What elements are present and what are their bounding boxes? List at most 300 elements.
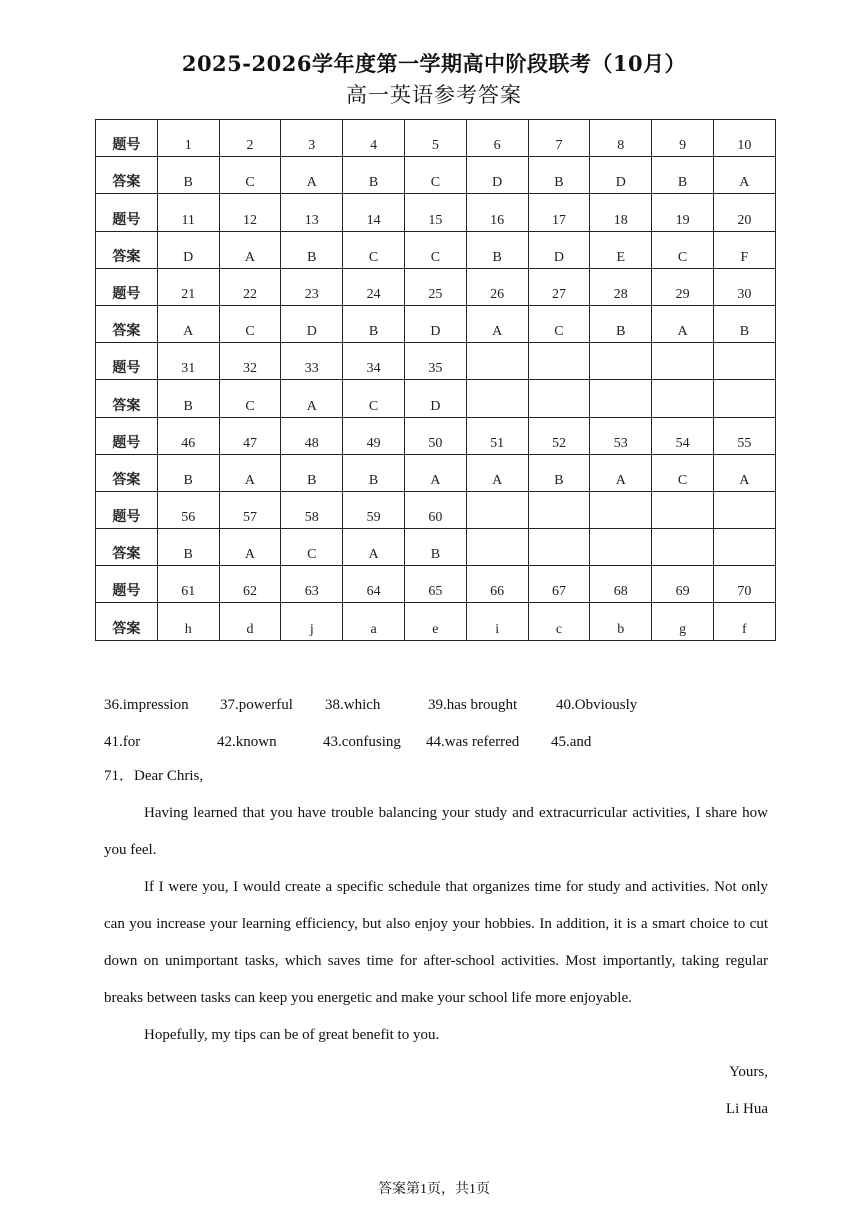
- question-number-row: [96, 194, 776, 231]
- question-number-cell: [343, 491, 405, 528]
- page-footer: 答案第1页，共1页: [378, 1182, 490, 1197]
- page-title: 2025-2026学年度第一学期高中阶段联考（10月）: [181, 51, 687, 76]
- answer-row: [96, 529, 776, 566]
- answer-cell: [281, 157, 343, 194]
- fill-blank-answer: 42.known: [217, 734, 277, 750]
- cell-text: A: [244, 547, 256, 563]
- answer-cell: [404, 157, 466, 194]
- fill-blank-answer: 45.and: [551, 734, 592, 750]
- cell-text: g: [679, 621, 687, 637]
- row-header-cell: [96, 231, 158, 268]
- question-number-cell: [404, 566, 466, 603]
- cell-text: C: [677, 249, 688, 265]
- question-number-cell: [713, 491, 775, 528]
- row-header-cell: [96, 194, 158, 231]
- answer-cell: [157, 454, 219, 491]
- question-number-cell: [652, 343, 714, 380]
- question-number-row: [96, 343, 776, 380]
- cell-text: 29: [675, 286, 690, 302]
- cell-text: 4: [370, 138, 378, 154]
- cell-text: c: [555, 621, 563, 637]
- question-number-cell: [590, 343, 652, 380]
- question-number-cell: [466, 343, 528, 380]
- cell-text: A: [430, 472, 441, 488]
- question-number-cell: [404, 268, 466, 305]
- question-number-cell: [157, 194, 219, 231]
- answer-row: [96, 231, 776, 268]
- cell-text: B: [616, 324, 626, 340]
- cell-text: A: [368, 547, 379, 563]
- cell-text: B: [739, 324, 750, 340]
- cell-text: 51: [490, 435, 505, 451]
- cell-text: 47: [242, 435, 257, 451]
- cell-text: 61: [181, 584, 196, 600]
- question-number-cell: [157, 417, 219, 454]
- question-number-cell: [281, 343, 343, 380]
- cell-text: C: [677, 472, 688, 488]
- cell-text: a: [370, 621, 377, 637]
- cell-text: A: [244, 249, 256, 265]
- cell-text: 50: [428, 435, 443, 451]
- cell-text: 答案: [112, 471, 141, 488]
- answer-cell: [528, 157, 590, 194]
- cell-text: A: [739, 472, 750, 488]
- cell-text: C: [245, 175, 255, 191]
- answer-cell: [157, 305, 219, 342]
- cell-text: 1: [184, 138, 192, 154]
- cell-text: 21: [181, 286, 196, 302]
- cell-text: b: [617, 621, 625, 637]
- cell-text: 46: [181, 435, 196, 451]
- cell-text: 32: [242, 361, 257, 377]
- cell-text: 答案: [112, 323, 141, 340]
- answer-cell: [281, 603, 343, 640]
- row-header-cell: [96, 120, 158, 157]
- cell-text: B: [307, 249, 317, 265]
- answer-cell: [404, 454, 466, 491]
- row-header-cell: [96, 491, 158, 528]
- question-number-cell: [528, 491, 590, 528]
- cell-text: 答案: [112, 397, 141, 414]
- row-header-cell: [96, 157, 158, 194]
- fill-blank-answer: 39.has brought: [428, 697, 518, 713]
- answer-cell: [713, 454, 775, 491]
- cell-text: 7: [555, 138, 563, 154]
- answer-cell: [590, 454, 652, 491]
- question-number-cell: [652, 491, 714, 528]
- answer-row: [96, 454, 776, 491]
- answer-cell: [219, 454, 281, 491]
- cell-text: 题号: [112, 360, 141, 377]
- answer-cell: [590, 231, 652, 268]
- cell-text: 35: [428, 361, 443, 377]
- answer-row: [96, 603, 776, 640]
- cell-text: D: [430, 324, 441, 340]
- question-number-row: [96, 566, 776, 603]
- cell-text: A: [183, 324, 194, 340]
- answer-row: [96, 305, 776, 342]
- answer-cell: [466, 305, 528, 342]
- question-number-cell: [281, 268, 343, 305]
- letter-salutation: 71．Dear Chris,: [104, 768, 204, 784]
- fill-blank-answer: 41.for: [104, 734, 141, 750]
- cell-text: 27: [551, 286, 566, 302]
- question-number-cell: [466, 194, 528, 231]
- question-number-cell: [157, 566, 219, 603]
- fill-blank-answer: 44.was referred: [426, 734, 520, 750]
- question-number-cell: [466, 417, 528, 454]
- question-number-cell: [466, 491, 528, 528]
- cell-text: C: [430, 175, 441, 191]
- question-number-cell: [528, 194, 590, 231]
- question-number-cell: [590, 194, 652, 231]
- cell-text: 题号: [112, 285, 141, 302]
- cell-text: 68: [613, 584, 628, 600]
- cell-text: B: [183, 472, 193, 488]
- row-header-cell: [96, 454, 158, 491]
- cell-text: 65: [428, 584, 443, 600]
- answer-cell: [281, 305, 343, 342]
- cell-text: 22: [242, 286, 257, 302]
- answer-cell: [281, 454, 343, 491]
- cell-text: 17: [551, 212, 566, 228]
- cell-text: 2: [246, 138, 254, 154]
- question-number-cell: [713, 417, 775, 454]
- answer-cell: [466, 157, 528, 194]
- answer-cell: [343, 529, 405, 566]
- row-header-cell: [96, 268, 158, 305]
- cell-text: 19: [675, 212, 690, 228]
- cell-text: 49: [366, 435, 381, 451]
- question-number-cell: [157, 343, 219, 380]
- question-number-cell: [590, 566, 652, 603]
- answer-cell: [713, 380, 775, 417]
- answer-cell: [466, 529, 528, 566]
- cell-text: j: [309, 621, 314, 637]
- cell-text: E: [616, 249, 626, 265]
- answer-cell: [219, 157, 281, 194]
- cell-text: B: [430, 547, 441, 563]
- answer-cell: [157, 603, 219, 640]
- cell-text: 67: [551, 584, 566, 600]
- cell-text: 63: [304, 584, 319, 600]
- fill-blank-answer: 43.confusing: [323, 734, 401, 750]
- cell-text: 12: [242, 212, 257, 228]
- question-number-cell: [343, 417, 405, 454]
- question-number-cell: [404, 491, 466, 528]
- letter-signature: Li Hua: [725, 1101, 768, 1117]
- question-number-cell: [713, 120, 775, 157]
- cell-text: 24: [366, 286, 381, 302]
- question-number-cell: [219, 566, 281, 603]
- answer-cell: [528, 305, 590, 342]
- question-number-cell: [281, 120, 343, 157]
- cell-text: 31: [181, 361, 196, 377]
- question-number-cell: [219, 268, 281, 305]
- answer-cell: [343, 380, 405, 417]
- question-number-cell: [404, 120, 466, 157]
- cell-text: d: [246, 621, 254, 637]
- cell-text: B: [677, 175, 688, 191]
- question-number-cell: [652, 417, 714, 454]
- question-number-cell: [157, 268, 219, 305]
- cell-text: D: [492, 175, 503, 191]
- cell-text: 62: [242, 584, 257, 600]
- answer-cell: [528, 231, 590, 268]
- cell-text: 53: [613, 435, 628, 451]
- cell-text: 13: [304, 212, 319, 228]
- cell-text: 5: [431, 138, 439, 154]
- answer-cell: [713, 305, 775, 342]
- question-number-cell: [343, 566, 405, 603]
- answer-cell: [590, 529, 652, 566]
- fill-blank-answer: 36.impression: [104, 697, 189, 713]
- answer-cell: [219, 529, 281, 566]
- fill-blank-answer: 37.powerful: [220, 697, 293, 713]
- page-subtitle: 高一英语参考答案: [346, 83, 522, 107]
- cell-text: 10: [737, 138, 752, 154]
- question-number-cell: [466, 120, 528, 157]
- answer-cell: [713, 603, 775, 640]
- cell-text: B: [554, 472, 564, 488]
- answer-row: [96, 157, 776, 194]
- question-number-cell: [281, 194, 343, 231]
- answer-cell: [652, 454, 714, 491]
- row-header-cell: [96, 343, 158, 380]
- question-number-cell: [157, 491, 219, 528]
- letter-closing: Yours,: [729, 1064, 768, 1080]
- letter-paragraph: Hopefully, my tips can be of great benefit to you.: [144, 1027, 440, 1043]
- fill-blank-answer: 40.Obviously: [556, 697, 638, 713]
- cell-text: 64: [366, 584, 381, 600]
- question-number-cell: [219, 417, 281, 454]
- answer-cell: [466, 231, 528, 268]
- answer-cell: [528, 529, 590, 566]
- question-number-cell: [528, 566, 590, 603]
- letter-paragraph: If I were you, I would create a specific schedule that organizes time for study and activities. Not only can you increase your learning efficiency, but also enjoy your hobbies. In addition, it is a smart choice to cut down on unimportant tasks, which saves time for after-school activities. Most importantly, taking regular breaks between tasks can keep you energetic and make your school life more enjoyable.: [104, 879, 768, 1006]
- answer-cell: [157, 231, 219, 268]
- question-number-cell: [652, 566, 714, 603]
- cell-text: i: [495, 621, 500, 637]
- cell-text: 34: [366, 361, 381, 377]
- answer-cell: [404, 529, 466, 566]
- cell-text: A: [677, 324, 688, 340]
- cell-text: 25: [428, 286, 443, 302]
- question-number-row: [96, 491, 776, 528]
- question-number-cell: [713, 343, 775, 380]
- answer-cell: [281, 380, 343, 417]
- cell-text: B: [368, 175, 379, 191]
- question-number-cell: [528, 120, 590, 157]
- answer-cell: [219, 603, 281, 640]
- answer-cell: [466, 454, 528, 491]
- row-header-cell: [96, 603, 158, 640]
- cell-text: 9: [679, 138, 687, 154]
- answer-cell: [652, 305, 714, 342]
- cell-text: D: [430, 398, 441, 414]
- answer-cell: [219, 231, 281, 268]
- cell-text: 题号: [112, 137, 141, 154]
- question-number-cell: [652, 268, 714, 305]
- answer-table: [95, 119, 776, 641]
- cell-text: 16: [490, 212, 505, 228]
- answer-cell: [652, 529, 714, 566]
- cell-text: 52: [551, 435, 566, 451]
- cell-text: 33: [304, 361, 319, 377]
- cell-text: 54: [675, 435, 690, 451]
- fill-blank-answer: 38.which: [325, 697, 381, 713]
- question-number-cell: [590, 120, 652, 157]
- cell-text: 答案: [112, 546, 141, 563]
- question-number-cell: [281, 566, 343, 603]
- cell-text: D: [553, 249, 565, 265]
- question-number-cell: [404, 417, 466, 454]
- letter-paragraph: Having learned that you have trouble balancing your study and extracurricular activities, I share how you feel.: [104, 805, 768, 858]
- cell-text: A: [306, 398, 317, 414]
- question-number-cell: [466, 268, 528, 305]
- question-number-row: [96, 417, 776, 454]
- answer-cell: [652, 603, 714, 640]
- answer-cell: [157, 157, 219, 194]
- cell-text: B: [183, 398, 193, 414]
- cell-text: 59: [366, 510, 381, 526]
- answer-cell: [528, 603, 590, 640]
- question-number-cell: [590, 268, 652, 305]
- cell-text: C: [430, 249, 441, 265]
- answer-cell: [404, 380, 466, 417]
- cell-text: B: [307, 472, 317, 488]
- question-number-cell: [343, 194, 405, 231]
- question-number-row: [96, 268, 776, 305]
- cell-text: e: [432, 621, 439, 637]
- cell-text: B: [554, 175, 564, 191]
- cell-text: 69: [675, 584, 690, 600]
- cell-text: 30: [737, 286, 752, 302]
- cell-text: 11: [181, 212, 195, 228]
- cell-text: B: [368, 472, 379, 488]
- answer-cell: [713, 231, 775, 268]
- cell-text: 58: [304, 510, 319, 526]
- cell-text: B: [183, 547, 193, 563]
- answer-cell: [528, 454, 590, 491]
- cell-text: B: [183, 175, 193, 191]
- answer-cell: [404, 231, 466, 268]
- cell-text: f: [742, 621, 747, 637]
- answer-cell: [590, 157, 652, 194]
- answer-row: [96, 380, 776, 417]
- cell-text: 28: [613, 286, 628, 302]
- question-number-cell: [713, 268, 775, 305]
- cell-text: 8: [617, 138, 625, 154]
- question-number-cell: [157, 120, 219, 157]
- question-number-cell: [404, 194, 466, 231]
- cell-text: C: [554, 324, 564, 340]
- row-header-cell: [96, 529, 158, 566]
- question-number-cell: [219, 491, 281, 528]
- question-number-cell: [528, 268, 590, 305]
- answer-cell: [404, 305, 466, 342]
- row-header-cell: [96, 566, 158, 603]
- cell-text: 57: [242, 510, 257, 526]
- answer-cell: [157, 380, 219, 417]
- question-number-cell: [343, 343, 405, 380]
- answer-cell: [343, 157, 405, 194]
- answer-cell: [652, 157, 714, 194]
- answer-cell: [713, 529, 775, 566]
- answer-cell: [652, 231, 714, 268]
- cell-text: 56: [181, 510, 196, 526]
- cell-text: B: [368, 324, 379, 340]
- cell-text: C: [245, 324, 255, 340]
- cell-text: 14: [366, 212, 381, 228]
- answer-cell: [157, 529, 219, 566]
- cell-text: A: [615, 472, 626, 488]
- answer-cell: [590, 380, 652, 417]
- answer-cell: [528, 380, 590, 417]
- answer-cell: [590, 305, 652, 342]
- writing-sample-letter: [104, 758, 768, 1128]
- answer-cell: [590, 603, 652, 640]
- question-number-cell: [713, 566, 775, 603]
- answer-cell: [713, 157, 775, 194]
- question-number-cell: [713, 194, 775, 231]
- question-number-cell: [343, 268, 405, 305]
- cell-text: 题号: [112, 211, 141, 228]
- question-number-cell: [219, 343, 281, 380]
- answer-cell: [466, 603, 528, 640]
- answer-cell: [219, 380, 281, 417]
- answer-cell: [343, 454, 405, 491]
- row-header-cell: [96, 417, 158, 454]
- cell-text: A: [739, 175, 750, 191]
- cell-text: 26: [490, 286, 505, 302]
- cell-text: h: [184, 621, 192, 637]
- cell-text: F: [740, 249, 749, 265]
- cell-text: 20: [737, 212, 752, 228]
- cell-text: A: [244, 472, 256, 488]
- cell-text: 3: [308, 138, 316, 154]
- cell-text: C: [245, 398, 255, 414]
- answer-cell: [343, 231, 405, 268]
- answer-cell: [281, 231, 343, 268]
- question-number-cell: [652, 194, 714, 231]
- cell-text: 23: [304, 286, 319, 302]
- cell-text: 60: [428, 510, 443, 526]
- answer-cell: [219, 305, 281, 342]
- question-number-cell: [343, 120, 405, 157]
- answer-cell: [652, 380, 714, 417]
- question-number-cell: [590, 417, 652, 454]
- answer-cell: [281, 529, 343, 566]
- cell-text: 18: [613, 212, 628, 228]
- cell-text: 55: [737, 435, 752, 451]
- question-number-cell: [281, 417, 343, 454]
- cell-text: 15: [428, 212, 443, 228]
- question-number-cell: [528, 417, 590, 454]
- cell-text: 题号: [112, 434, 141, 451]
- answer-cell: [343, 603, 405, 640]
- cell-text: 66: [490, 584, 505, 600]
- cell-text: B: [492, 249, 502, 265]
- cell-text: 答案: [112, 248, 141, 265]
- cell-text: D: [615, 175, 626, 191]
- question-number-cell: [404, 343, 466, 380]
- question-number-cell: [528, 343, 590, 380]
- cell-text: C: [368, 249, 379, 265]
- question-number-cell: [652, 120, 714, 157]
- row-header-cell: [96, 305, 158, 342]
- cell-text: 题号: [112, 509, 141, 526]
